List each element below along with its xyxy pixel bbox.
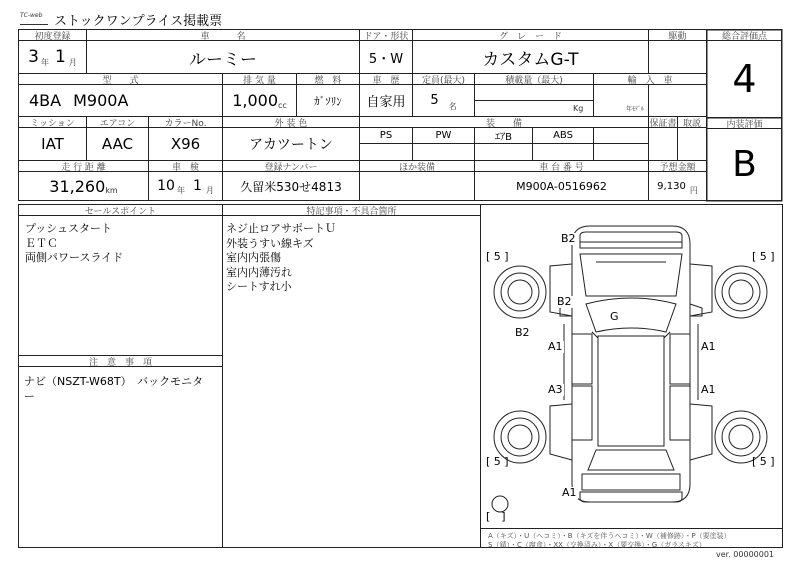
sales-point-item: 両側パワースライド — [25, 251, 124, 264]
model-prefix: 4BA — [29, 91, 62, 110]
label-color-no: カラーNo. — [164, 118, 207, 129]
exterior-color-value: アカツートン — [249, 137, 333, 153]
label-history: 車 歴 — [372, 75, 400, 86]
overall-score-value: 4 — [732, 57, 757, 101]
cautions-list — [24, 375, 203, 404]
note-item: 室内内薄汚れ — [226, 265, 292, 279]
tire-icon — [494, 266, 546, 318]
history-value: 自家用 — [366, 95, 406, 110]
damage-mark: A1 — [548, 340, 563, 353]
grade-value: カスタムG-T — [482, 49, 579, 70]
tire-depth-front-left: [ 5 ] — [486, 250, 509, 263]
mileage-unit: km — [105, 185, 118, 195]
first-reg-value — [19, 41, 86, 73]
note-item: 外装うすい線キズ — [226, 236, 314, 250]
label-manual: 取説 — [682, 118, 701, 129]
damage-mark: B2 — [561, 232, 576, 245]
displacement-number: 1,000 — [232, 91, 278, 110]
chassis-no-value: M900A-0516962 — [516, 179, 607, 193]
label-overall-score: 総合評価点 — [721, 31, 767, 42]
label-expected-price: 予想金額 — [659, 162, 696, 173]
label-mission: ミッション — [30, 118, 75, 129]
model-value — [19, 85, 222, 116]
damage-mark: A3 — [548, 383, 563, 396]
version-label: ver. 00000001 — [716, 550, 775, 559]
note-item: ネジ止ロアサポートＵ — [226, 222, 336, 235]
mileage-value — [19, 172, 148, 200]
car-damage-diagram — [480, 204, 782, 528]
page-title: ストックワンプライス掲載票 — [54, 14, 223, 29]
label-inspection: 車 検 — [171, 162, 199, 173]
interior-score-value: B — [732, 144, 757, 185]
caution-item: ー — [24, 389, 35, 403]
fuel-value: ｶﾞｿﾘﾝ — [314, 94, 342, 108]
label-interior-score: 内装評価 — [726, 119, 763, 130]
label-car-name: 車 名 — [200, 31, 246, 42]
label-load: 積載量（最大) — [505, 75, 563, 86]
label-grade: グ レ ー ド — [498, 31, 562, 42]
first-reg-year: 3 — [28, 47, 39, 67]
equipment-item: PW — [435, 130, 452, 141]
tire-depth-front-right: [ 5 ] — [752, 250, 775, 263]
damage-legend-line-1: A（キズ）・U（ヘコミ）・B（キズを伴うヘコミ）・W（補修跡）・P（要塗装） — [488, 532, 731, 540]
damage-mark: G — [610, 310, 619, 323]
label-displacement: 排 気 量 — [243, 75, 276, 86]
label-plate: 登録ナンバー — [264, 162, 318, 173]
price-unit: 円 — [689, 185, 698, 195]
door-shape-value: 5・W — [368, 51, 404, 67]
label-model: 型 式 — [102, 75, 139, 86]
label-exterior-color: 外 装 色 — [274, 118, 308, 129]
note-item: シートすれ小 — [226, 280, 292, 293]
inspection-year: 10 — [157, 178, 175, 194]
damage-mark: A1 — [701, 340, 716, 353]
capacity-number: 5 — [430, 93, 439, 108]
first-reg-year-unit: 年 — [41, 57, 49, 67]
equipment-item: ABS — [553, 130, 573, 141]
label-notes: 特記事項・不具合箇所 — [306, 206, 397, 217]
equipment-item: ｴｱB — [495, 132, 512, 143]
expected-price-value — [649, 172, 706, 200]
sales-point-list — [25, 222, 123, 266]
damage-mark: A1 — [562, 486, 577, 499]
notes-list — [226, 222, 336, 295]
label-aircon: エアコン — [99, 118, 136, 129]
sales-point-item: ＥＴＣ — [25, 236, 58, 250]
load-unit: Kg — [573, 104, 584, 113]
label-drive: 駆動 — [668, 31, 687, 42]
tire-depth-rear-right: [ 5 ] — [752, 455, 775, 468]
equipment-item: PS — [379, 130, 393, 141]
spare-tire-depth: [ ] — [486, 510, 506, 523]
mission-value: IAT — [41, 135, 64, 153]
aircon-value: AAC — [101, 135, 134, 153]
label-other-equipment: ほか装備 — [398, 162, 435, 173]
plate-value: 久留米530せ4813 — [240, 179, 342, 194]
model-code: M900A — [73, 91, 129, 110]
displacement-unit: cc — [278, 101, 287, 110]
tire-depth-rear-left: [ 5 ] — [486, 455, 509, 468]
color-no-value: X96 — [170, 135, 201, 153]
inspection-value — [149, 172, 222, 200]
label-capacity: 定員(最大) — [421, 75, 466, 86]
sales-point-item: プッシュスタート — [25, 222, 113, 235]
inspection-month: 1 — [192, 178, 202, 194]
label-equipment: 装 備 — [485, 118, 522, 129]
damage-mark: B2 — [557, 295, 572, 308]
import-model-year: 年ﾓﾃﾞﾙ — [626, 106, 645, 113]
damage-legend-line-2: S（錆）・C（腐食）・XX（交換済み）・X（要交換）・G（ガラスキズ） — [488, 541, 706, 549]
note-item: 室内内張傷 — [226, 251, 281, 264]
logo-text: TC-web — [20, 12, 43, 19]
first-reg-month-unit: 月 — [68, 57, 77, 67]
inspection-month-unit: 月 — [205, 185, 214, 195]
displacement-value — [223, 85, 296, 116]
inspection-year-unit: 年 — [176, 185, 185, 195]
label-sales-point: セールスポイント — [84, 206, 157, 217]
damage-mark: B2 — [515, 326, 530, 339]
car-name-value: ルーミー — [189, 49, 257, 70]
label-import: 輸 入 車 — [627, 75, 673, 86]
first-reg-month: 1 — [55, 47, 66, 67]
damage-mark: A1 — [701, 383, 716, 396]
capacity-unit: 名 — [448, 102, 457, 111]
label-warranty: 保証書 — [649, 118, 677, 129]
label-fuel: 燃 料 — [314, 75, 342, 86]
tire-icon — [715, 266, 767, 318]
drive-value — [649, 41, 706, 73]
capacity-value — [413, 85, 474, 116]
caution-item: ナビ（NSZT-W68T） バックモニタ — [24, 375, 204, 388]
label-first-reg: 初度登録 — [34, 31, 71, 42]
mileage-number: 31,260 — [49, 176, 106, 196]
label-cautions: 注 意 事 項 — [88, 357, 152, 368]
expected-price-number: 9,130 — [657, 180, 686, 192]
label-mileage: 走 行 距 離 — [61, 162, 106, 173]
tcweb-logo — [20, 12, 48, 25]
label-chassis-no: 車 台 番 号 — [539, 162, 584, 173]
label-door-shape: ドア・形状 — [363, 31, 409, 42]
